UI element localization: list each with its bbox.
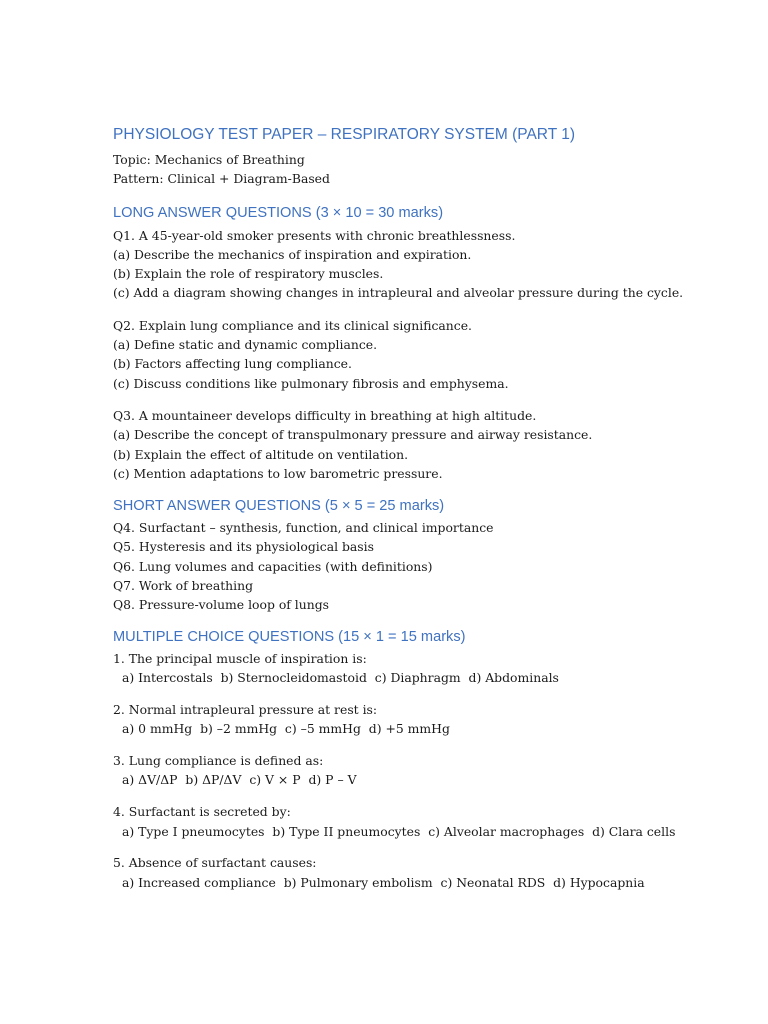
mcq-stem: 3. Lung compliance is defined as: <box>113 753 324 769</box>
mcq-options: a) Intercostals b) Sternocleidomastoid c) Diaphragm d) Abdominals <box>122 669 559 685</box>
document-page <box>113 124 733 892</box>
long-question-q1 <box>113 226 733 303</box>
question-part: (a) Define static and dynamic compliance. <box>113 337 378 353</box>
short-question-item: Q4. Surfactant – synthesis, function, and clinical importance <box>113 520 494 536</box>
question-part: (b) Explain the effect of altitude on ventilation. <box>113 446 409 462</box>
short-question-item: Q6. Lung volumes and capacities (with definitions) <box>113 558 433 574</box>
short-answer-list <box>113 518 733 614</box>
mcq-question-5 <box>113 853 733 892</box>
mcq-options: a) 0 mmHg b) –2 mmHg c) –5 mmHg d) +5 mmHg <box>122 721 450 737</box>
mcq-options: a) Increased compliance b) Pulmonary embolism c) Neonatal RDS d) Hypocapnia <box>122 874 645 890</box>
topic-line: Topic: Mechanics of Breathing <box>113 152 305 167</box>
question-part: (b) Explain the role of respiratory muscles. <box>113 266 384 282</box>
pattern-line: Pattern: Clinical + Diagram-Based <box>113 171 330 187</box>
mcq-question-3 <box>113 751 733 790</box>
question-part: (c) Add a diagram showing changes in intrapleural and alveolar pressure during the cycle. <box>113 285 684 301</box>
long-answer-heading: LONG ANSWER QUESTIONS (3 × 10 = 30 marks) <box>113 204 444 221</box>
question-stem: Q3. A mountaineer develops difficulty in breathing at high altitude. <box>113 407 537 423</box>
mcq-options: a) ΔV/ΔP b) ΔP/ΔV c) V × P d) P – V <box>122 772 357 788</box>
long-question-q3 <box>113 406 733 483</box>
mcq-stem: 2. Normal intrapleural pressure at rest is: <box>113 701 378 717</box>
mcq-question-4 <box>113 802 733 841</box>
mcq-heading: MULTIPLE CHOICE QUESTIONS (15 × 1 = 15 marks) <box>113 628 466 645</box>
question-part: (a) Describe the mechanics of inspiration and expiration. <box>113 246 472 262</box>
long-question-q2 <box>113 316 733 393</box>
question-part: (b) Factors affecting lung compliance. <box>113 356 352 372</box>
short-question-item: Q8. Pressure-volume loop of lungs <box>113 597 330 613</box>
mcq-stem: 1. The principal muscle of inspiration is: <box>113 650 367 666</box>
mcq-stem: 5. Absence of surfactant causes: <box>113 855 317 871</box>
question-part: (a) Describe the concept of transpulmonary pressure and airway resistance. <box>113 427 593 443</box>
short-question-item: Q5. Hysteresis and its physiological basis <box>113 539 374 555</box>
mcq-options: a) Type I pneumocytes b) Type II pneumocytes c) Alveolar macrophages d) Clara cells <box>122 823 676 839</box>
mcq-question-1 <box>113 649 733 688</box>
mcq-stem: 4. Surfactant is secreted by: <box>113 804 291 820</box>
document-title: PHYSIOLOGY TEST PAPER – RESPIRATORY SYSTEM (PART 1) <box>113 126 575 143</box>
question-part: (c) Discuss conditions like pulmonary fibrosis and emphysema. <box>113 375 509 391</box>
mcq-question-2 <box>113 700 733 739</box>
question-stem: Q1. A 45-year-old smoker presents with chronic breathlessness. <box>113 227 516 243</box>
question-stem: Q2. Explain lung compliance and its clinical significance. <box>113 317 472 333</box>
short-answer-heading: SHORT ANSWER QUESTIONS (5 × 5 = 25 marks) <box>113 498 445 515</box>
question-part: (c) Mention adaptations to low barometric pressure. <box>113 465 443 481</box>
short-question-item: Q7. Work of breathing <box>113 578 254 594</box>
